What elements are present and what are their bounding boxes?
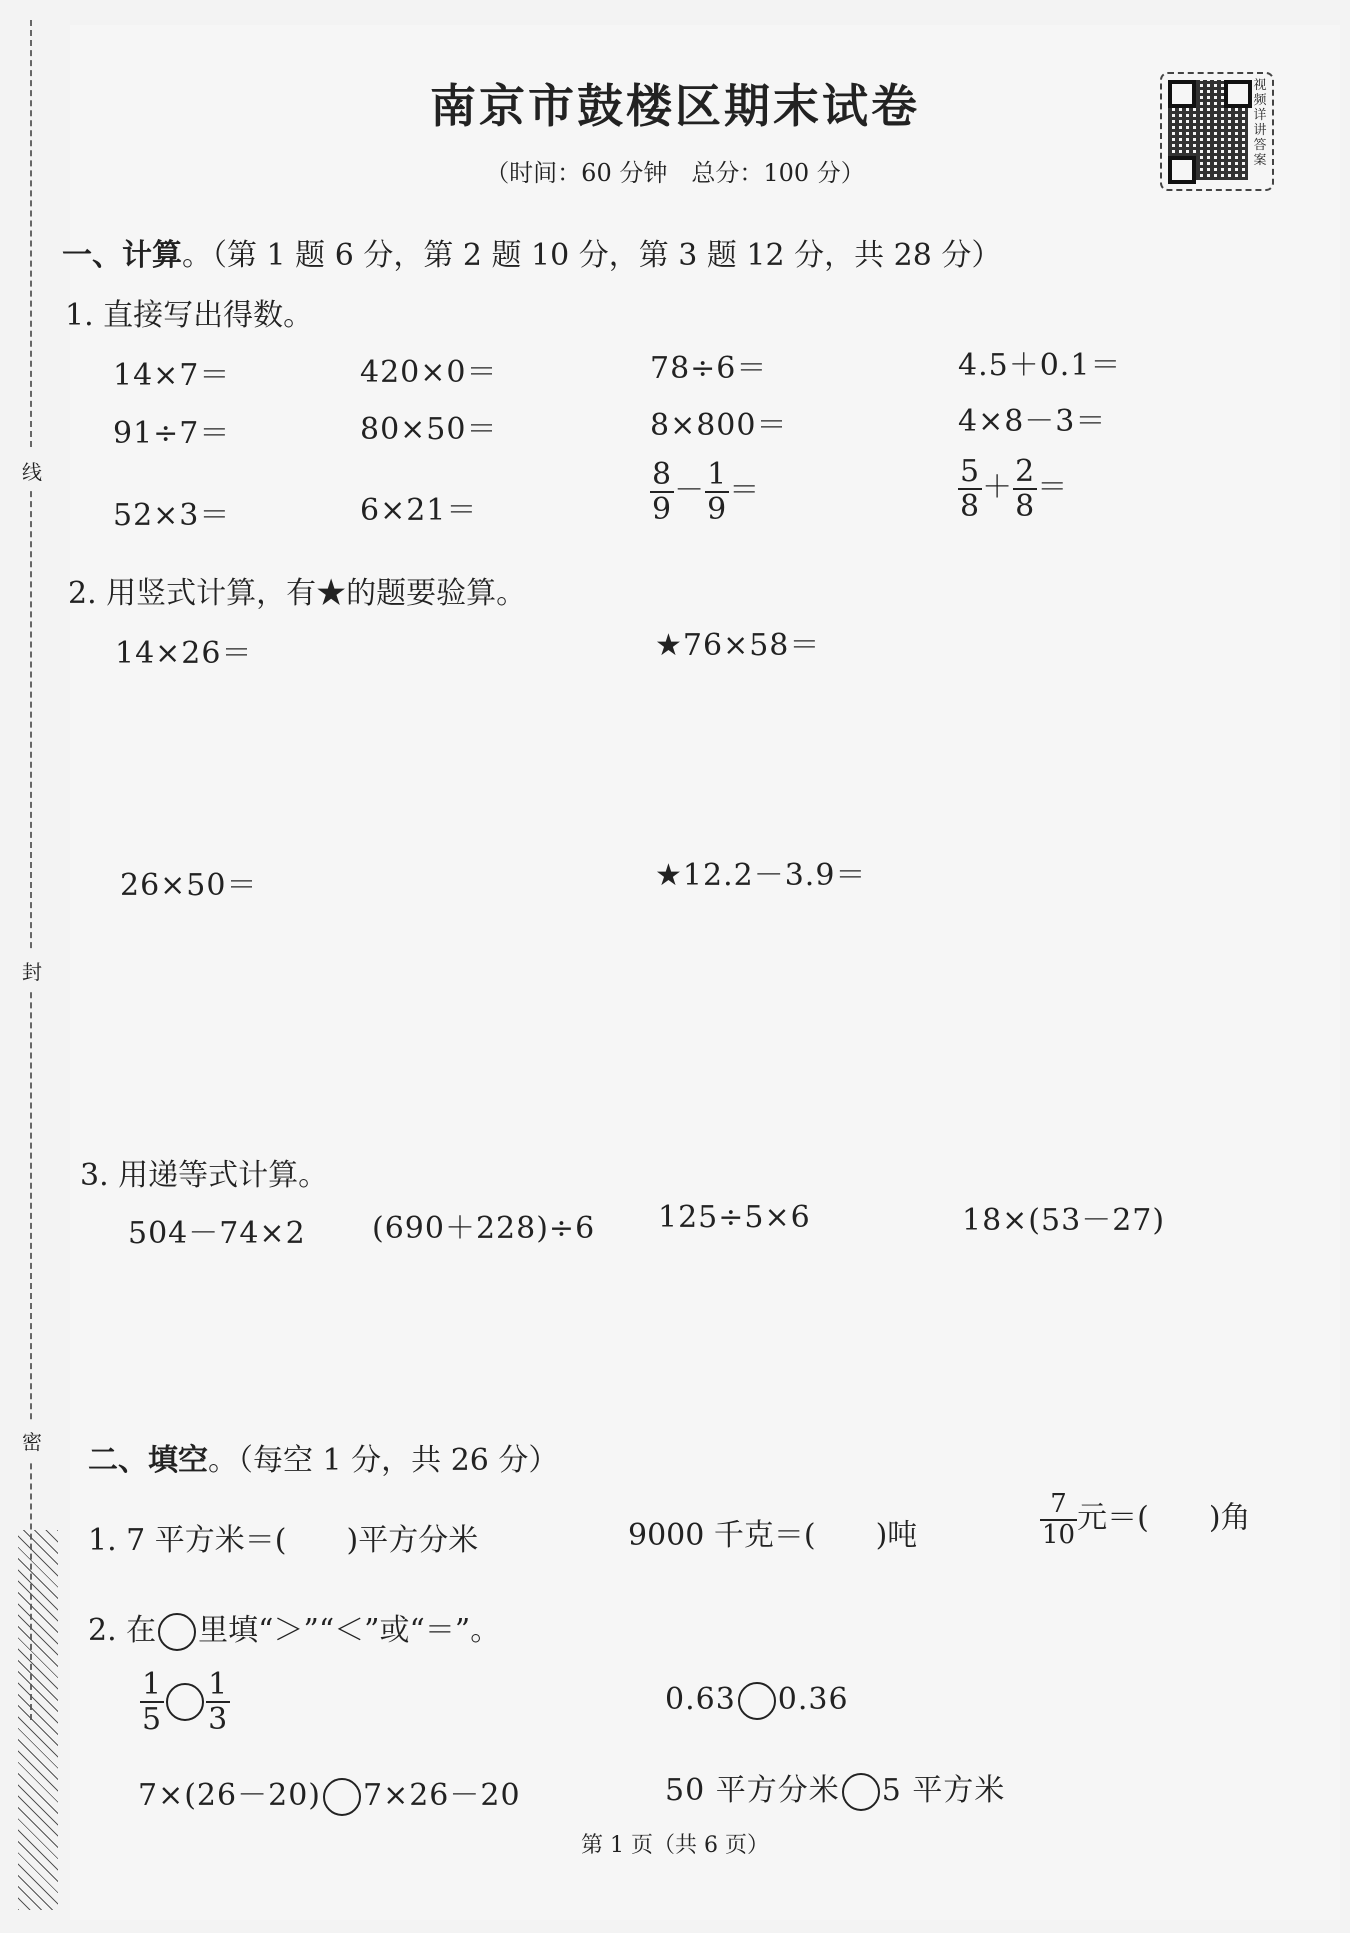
section-heading-1-rest: 。（第 1 题 6 分，第 2 题 10 分，第 3 题 12 分，共 28 分） <box>182 238 1002 273</box>
oral-item: 14×7＝ <box>113 358 231 393</box>
qr-finder-icon <box>1168 80 1196 108</box>
stepwise-item: 18×(53－27) <box>962 1203 1166 1238</box>
fraction-expression-b: $\frac{5}{8}$ ＋ $\frac{2}{8}$ ＝ <box>960 454 1069 524</box>
margin-word-seal: 封 <box>20 950 44 991</box>
qr-finder-icon <box>1168 156 1196 184</box>
vertical-calc-item: ★76×58＝ <box>655 628 821 663</box>
oral-item: 8×800＝ <box>650 408 788 443</box>
section-heading-1-bold: 一、计算 <box>62 238 182 273</box>
fill-blank-c: $\frac{7}{10}$ 元＝( )角 <box>1042 1489 1251 1550</box>
compare-circle-icon <box>158 1613 196 1651</box>
fraction: $\frac{7}{10}$ <box>1042 1489 1076 1550</box>
qr-code[interactable] <box>1160 72 1274 191</box>
qr-finder-icon <box>1224 80 1252 108</box>
compare-circle[interactable] <box>323 1778 361 1816</box>
fraction-expression-a: $\frac{8}{9}$ － $\frac{1}{9}$ ＝ <box>652 457 761 527</box>
page-footer: 第 1 页（共 6 页） <box>581 1833 769 1858</box>
vertical-calc-item: 14×26＝ <box>115 636 253 671</box>
vertical-calc-item: ★12.2－3.9＝ <box>655 858 867 893</box>
question-1-2-label: 2. 用竖式计算，有★的题要验算。 <box>68 576 527 611</box>
fraction: $\frac{2}{8}$ <box>1015 454 1036 524</box>
oral-item: 52×3＝ <box>113 498 231 533</box>
compare-item: 7×(26－20) 7×26－20 <box>138 1770 521 1816</box>
margin-word-secret: 密 <box>20 1420 44 1461</box>
section-heading-2-bold: 二、填空 <box>88 1443 208 1478</box>
fraction: $\frac{1}{9}$ <box>707 457 728 527</box>
fraction: $\frac{1}{5}$ <box>142 1667 163 1737</box>
fill-row-1: 1. 7 平方米＝( )平方分米 <box>88 1523 479 1558</box>
stepwise-item: 504－74×2 <box>128 1216 306 1251</box>
oral-item: 6×21＝ <box>360 493 478 528</box>
oral-item: 80×50＝ <box>360 412 498 447</box>
section-heading-2 <box>88 1435 558 1479</box>
section-heading-1 <box>62 230 1001 274</box>
exam-time-info: （时间：60 分钟 总分：100 分） <box>485 159 865 187</box>
compare-circle[interactable] <box>166 1683 204 1721</box>
oral-item: 91÷7＝ <box>113 416 231 451</box>
qr-label: 视频详讲答案 <box>1253 78 1267 168</box>
oral-item: 420×0＝ <box>360 355 498 390</box>
section-heading-2-rest: 。（每空 1 分，共 26 分） <box>208 1443 559 1478</box>
compare-item: 50 平方分米 5 平方米 <box>665 1765 1005 1811</box>
compare-circle[interactable] <box>738 1682 776 1720</box>
oral-item: 78÷6＝ <box>650 351 768 386</box>
oral-item: 4.5＋0.1＝ <box>958 348 1122 383</box>
question-1-3-label: 3. 用递等式计算。 <box>80 1158 329 1193</box>
stepwise-item: 125÷5×6 <box>658 1200 811 1235</box>
vertical-calc-item: 26×50＝ <box>120 868 258 903</box>
question-1-1-label: 1. 直接写出得数。 <box>65 298 314 333</box>
question-2-2-label: 2. 在 里填“＞”“＜”或“＝”。 <box>88 1605 500 1651</box>
fraction: $\frac{5}{8}$ <box>960 454 981 524</box>
fraction: $\frac{1}{3}$ <box>208 1667 229 1737</box>
compare-circle[interactable] <box>842 1773 880 1811</box>
page-title: 南京市鼓楼区期末试卷 <box>430 79 920 133</box>
fraction: $\frac{8}{9}$ <box>652 457 673 527</box>
fill-blank-text: 7 平方米＝( <box>126 1523 287 1558</box>
binding-dash-line <box>30 20 32 1720</box>
compare-item: 0.63 0.36 <box>665 1682 849 1720</box>
fill-number: 1. <box>88 1523 117 1558</box>
oral-item: 4×8－3＝ <box>958 404 1107 439</box>
margin-word-line: 线 <box>20 450 44 491</box>
stepwise-item: (690＋228)÷6 <box>372 1211 596 1246</box>
fill-blank-b: 9000 千克＝( )吨 <box>628 1518 918 1553</box>
compare-item <box>140 1668 230 1736</box>
